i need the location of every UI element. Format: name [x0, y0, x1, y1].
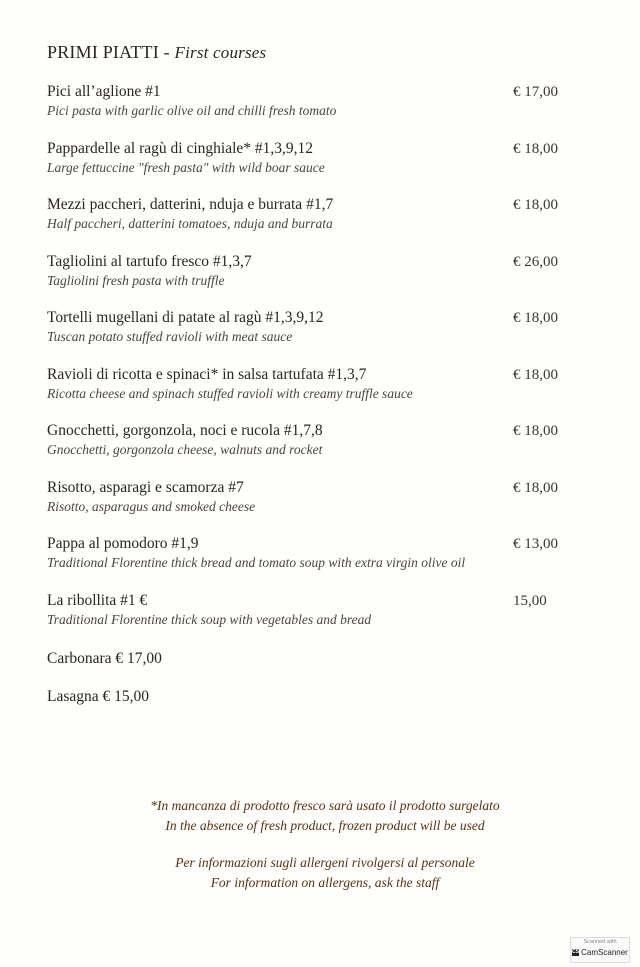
frozen-note-en: In the absence of fresh product, frozen product will be used — [165, 818, 485, 833]
item-name: Tortelli mugellani di patate al ragù #1,3,9,12 — [47, 309, 324, 326]
item-description: Ricotta cheese and spinach stuffed ravioli with creamy truffle sauce — [47, 385, 413, 401]
item-description: Large fettuccine "fresh pasta" with wild boar sauce — [47, 159, 325, 175]
extra-item-carbonara: Carbonara € 17,00 — [47, 650, 162, 667]
menu-item — [47, 252, 567, 309]
item-name: Pappa al pomodoro #1,9 — [47, 535, 199, 552]
item-price: € 18,00 — [513, 140, 558, 157]
allergen-note-it: Per informazioni sugli allergeni rivolgersi al personale — [175, 855, 475, 870]
item-description: Risotto, asparagus and smoked cheese — [47, 498, 256, 514]
menu-item — [47, 421, 567, 478]
item-name: Ravioli di ricotta e spinaci* in salsa tartufata #1,3,7 — [47, 365, 367, 383]
item-description: Gnocchetti, gorgonzola cheese, walnuts and rocket — [47, 442, 323, 457]
menu-item — [47, 195, 567, 252]
allergen-note-en: For information on allergens, ask the staff — [210, 875, 440, 890]
watermark-brand: CamScanner — [581, 948, 628, 957]
item-price: € 18,00 — [513, 310, 558, 326]
item-price: € 13,00 — [513, 536, 558, 552]
menu-items — [47, 82, 567, 647]
item-price: € 17,00 — [513, 84, 558, 100]
title-italian: PRIMI PIATTI — [47, 42, 159, 62]
item-description: Half paccheri, datterini tomatoes, nduja and burrata — [47, 216, 333, 231]
menu-item — [47, 139, 567, 196]
menu-item — [47, 365, 567, 422]
item-description: Traditional Florentine thick soup with vegetables and bread — [47, 611, 372, 627]
item-price: 15,00 — [513, 592, 547, 609]
camscanner-logo-icon: CS — [572, 949, 580, 956]
camscanner-watermark — [570, 937, 630, 963]
item-name: Gnocchetti, gorgonzola, noci e rucola #1,7,8 — [47, 422, 323, 439]
item-description: Tagliolini fresh pasta with truffle — [47, 272, 225, 288]
item-description: Traditional Florentine thick bread and tomato soup with extra virgin olive oil — [47, 555, 466, 570]
item-name: La ribollita #1 € — [47, 591, 148, 609]
item-description: Tuscan potato stuffed ravioli with meat sauce — [47, 329, 293, 344]
item-name: Risotto, asparagi e scamorza #7 — [47, 478, 244, 496]
item-price: € 18,00 — [513, 479, 558, 496]
item-name: Pici all’aglione #1 — [47, 83, 161, 100]
item-price: € 26,00 — [513, 253, 558, 270]
item-description: Pici pasta with garlic olive oil and chilli fresh tomato — [47, 103, 337, 118]
frozen-note-it: *In mancanza di prodotto fresco sarà usato il prodotto surgelato — [150, 798, 500, 813]
menu-item — [47, 591, 567, 648]
menu-item — [47, 308, 567, 365]
footer-notes — [0, 796, 640, 893]
item-price: € 18,00 — [513, 423, 558, 439]
extra-item-lasagna: Lasagna € 15,00 — [47, 688, 150, 705]
watermark-caption: Scanned with — [583, 939, 617, 945]
title-separator: - — [163, 42, 170, 62]
item-name: Tagliolini al tartufo fresco #1,3,7 — [47, 252, 252, 270]
item-price: € 18,00 — [513, 366, 558, 383]
menu-item — [47, 534, 567, 591]
title-english: First courses — [174, 43, 267, 62]
menu-item — [47, 478, 567, 535]
item-name: Pappardelle al ragù di cinghiale* #1,3,9,12 — [47, 139, 314, 157]
item-name: Mezzi paccheri, datterini, nduja e burrata #1,7 — [47, 196, 334, 213]
page-title — [47, 42, 266, 63]
item-price: € 18,00 — [513, 197, 558, 213]
menu-item — [47, 82, 567, 139]
